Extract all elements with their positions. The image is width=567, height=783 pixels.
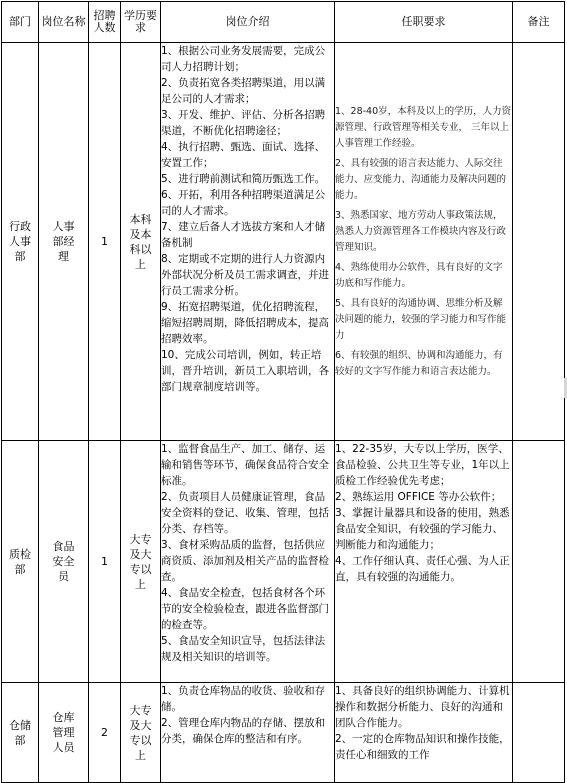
duties-cell (161, 43, 335, 441)
remarks-cell (513, 441, 565, 683)
table-row (2, 43, 565, 441)
header-count: 招聘人数 (89, 2, 121, 43)
position-cell: 仓库管理人员 (39, 683, 89, 783)
duty-item: 2、负责拓宽各类招聘渠道，用以满足公司的人才需求； (161, 77, 326, 105)
header-requirements: 任职要求 (335, 2, 513, 43)
count-cell: 1 (89, 441, 121, 683)
education-cell: 大专及大专以上 (121, 683, 161, 783)
requirements-cell (335, 683, 513, 783)
requirement-item: 2、具有较强的语言表达能力、人际交往能力、应变能力、沟通能力及解决问题的能力。 (335, 157, 507, 201)
duty-item: 6、开拓，利用各种招聘渠道满足公司的人才需求。 (161, 189, 326, 217)
duty-item: 5、进行聘前测试和简历甄选工作。 (161, 173, 326, 185)
header-position: 岗位名称 (39, 2, 89, 43)
duties-cell (161, 441, 335, 683)
duty-item: 2、管理仓库内物品的存储、摆放和分类，确保仓库的整洁和有序。 (161, 717, 326, 745)
duty-item: 1、负责仓库物品的收货、验收和存储。 (161, 685, 326, 713)
dept-cell: 仓储部 (2, 683, 39, 783)
duty-item: 7、建立后备人才选拔方案和人才储备机制 (161, 221, 326, 249)
requirement-item: 5、具有良好的沟通协调、思维分析及解决问题的能力，较强的学习能力和写作能力 (335, 297, 507, 341)
duty-item: 1、监督食品生产、加工、储存、运输和销售等环节，确保食品符合安全标准。 (161, 443, 329, 487)
requirement-item: 3、掌握计量器具和设备的使用，熟悉食品安全知识，有较强的学习能力、判断能力和沟通能力； (335, 507, 510, 551)
duty-item: 4、执行招聘、甄选、面试、选择、安置工作； (161, 141, 326, 169)
requirement-item: 1、具备良好的组织协调能力、计算机操作和数据分析能力、良好的沟通和团队合作能力。 (335, 685, 510, 729)
requirement-item: 1、28-40岁，本科及以上的学历，人力资源管理、行政管理等相关专业， 三年以上人事管理工作经验。 (335, 105, 512, 149)
duty-item: 10、完成公司培训，例如，转正培训，晋升培训，新员工入职培训，各部门规章制度培训等。 (161, 349, 329, 393)
duty-item: 5、食品安全知识宣导，包括法律法规及相关知识的培训等。 (161, 635, 326, 663)
requirement-item: 3、熟悉国家、地方劳动人事政策法规，熟悉人力资源管理各工作模块内容及行政管理知识。 (335, 209, 507, 253)
table-row (2, 683, 565, 783)
requirement-item: 2、熟练运用 OFFICE 等办公软件； (335, 491, 502, 503)
duty-item: 2、负责项目人员健康证管理，食品安全资料的登记、收集、管理，包括分类、存档等。 (161, 491, 329, 535)
dept-cell: 行政人事部 (2, 43, 39, 441)
duty-item: 8、定期或不定期的进行人力资源内外部状况分析及员工需求调查，并进行员工需求分析。 (161, 253, 329, 297)
position-cell: 食品安全员 (39, 441, 89, 683)
requirements-cell (335, 441, 513, 683)
duty-item: 1、根据公司业务发展需要，完成公司人力招聘计划； (161, 45, 326, 73)
duty-item: 3、食材采购品质的监督，包括供应商资质、添加剂及相关产品的监督检查。 (161, 539, 329, 583)
education-cell: 大专及大专以上 (121, 441, 161, 683)
header-duties: 岗位介绍 (161, 2, 335, 43)
duties-cell (161, 683, 335, 783)
position-cell: 人事部经理 (39, 43, 89, 441)
count-cell: 1 (89, 43, 121, 441)
requirements-cell (335, 43, 513, 441)
recruitment-table (1, 1, 565, 783)
table-row (2, 441, 565, 683)
requirement-item: 4、工作仔细认真、责任心强、为人正直，具有较强的沟通能力。 (335, 555, 510, 583)
remarks-cell (513, 43, 565, 441)
duty-item: 9、拓宽招聘渠道，优化招聘流程，缩短招聘周期，降低招聘成本，提高招聘效率。 (161, 301, 329, 345)
education-cell: 本科及本科以上 (121, 43, 161, 441)
requirement-item: 4、熟练使用办公软件，具有良好的文字功底和写作能力。 (335, 261, 503, 289)
requirement-item: 1、22-35岁，大专以上学历，医学、食品检验、公共卫生等专业，1年以上质检工作经验优先考虑； (335, 443, 510, 487)
count-cell: 2 (89, 683, 121, 783)
header-remarks: 备注 (513, 2, 565, 43)
header-dept: 部门 (2, 2, 39, 43)
requirement-item: 6、有较强的组织、协调和沟通能力，有较好的文字写作能力和语言表达能力。 (335, 349, 503, 377)
remarks-cell (513, 683, 565, 783)
header-education: 学历要求 (121, 2, 161, 43)
requirement-item: 2、一定的仓库物品知识和操作技能，责任心和细致的工作 (335, 733, 510, 761)
duty-item: 4、食品安全检查，包括食材各个环节的安全检验检查，跟进各监督部门的检查等。 (161, 587, 329, 631)
dept-cell: 质检部 (2, 441, 39, 683)
header-row (2, 2, 565, 43)
duty-item: 3、开发、维护、评估、分析各招聘渠道，不断优化招聘途径； (161, 109, 326, 137)
